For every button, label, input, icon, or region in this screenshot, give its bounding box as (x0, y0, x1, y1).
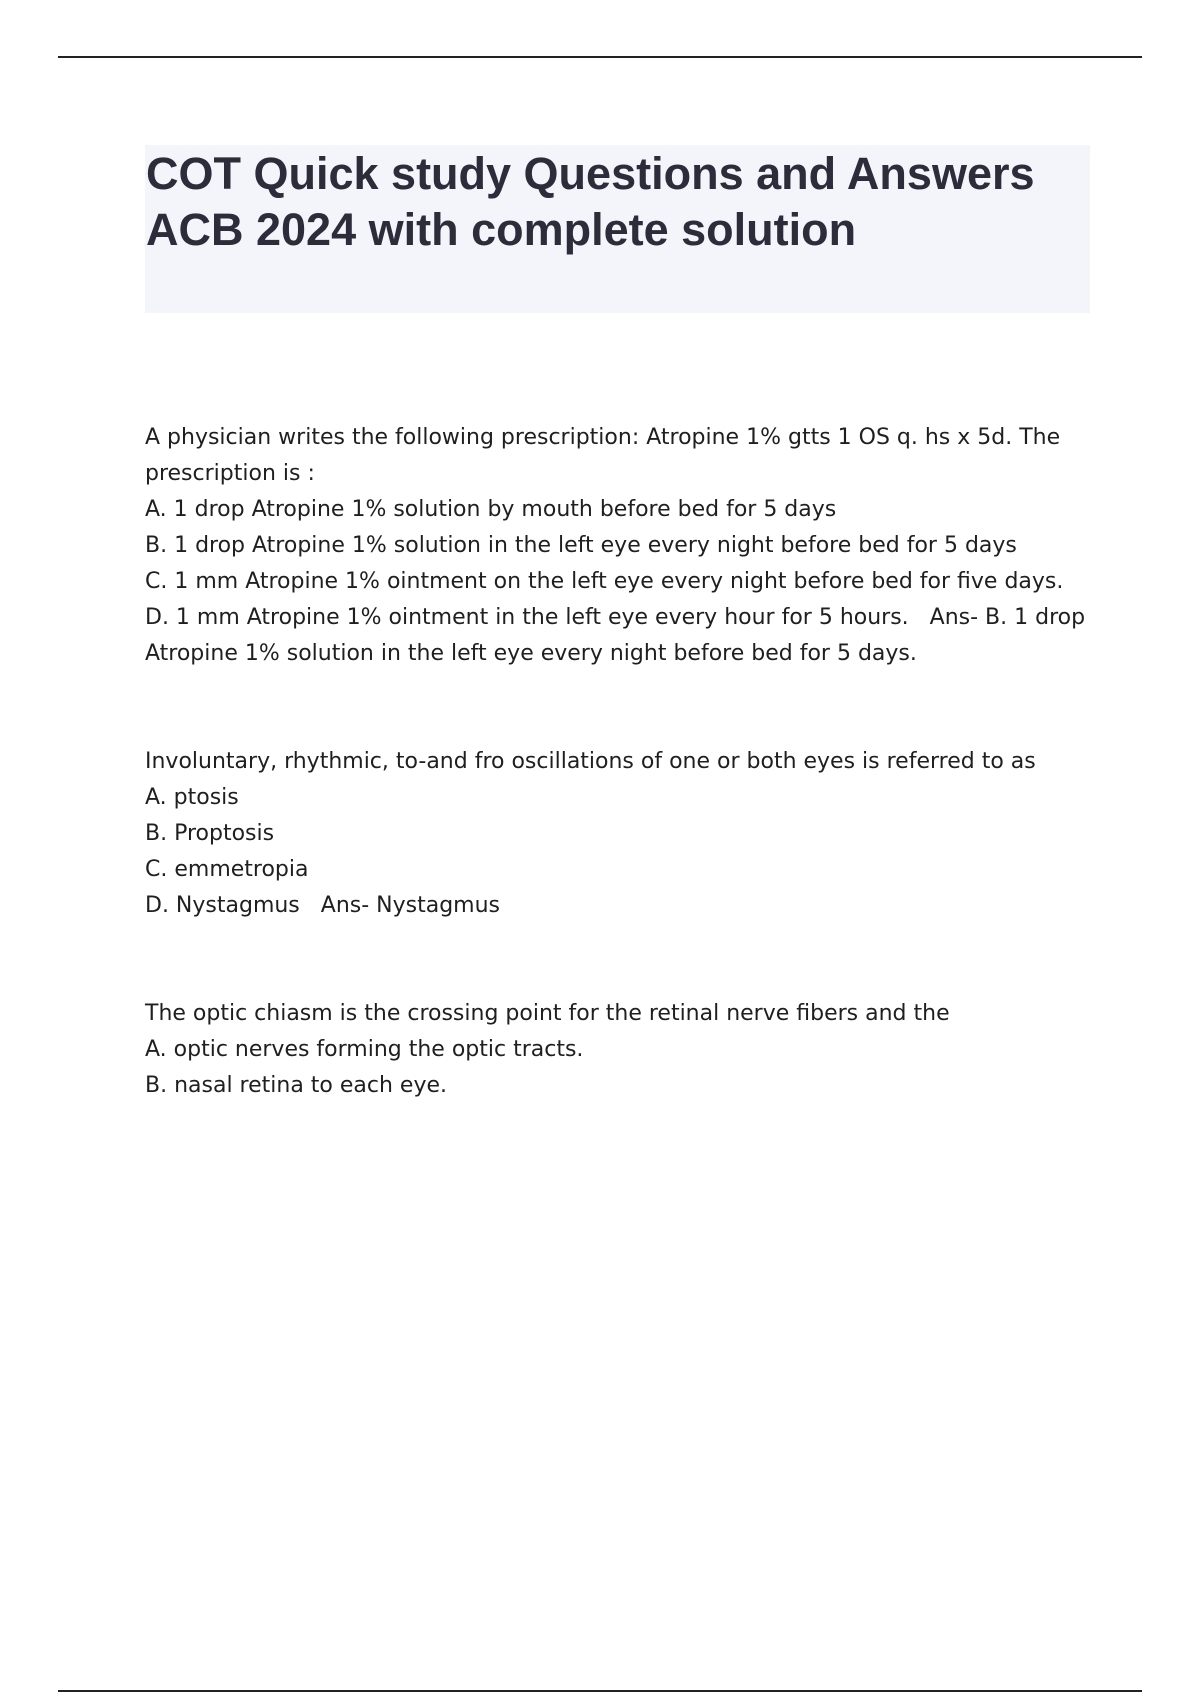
answer-text: Ans- Nystagmus (320, 893, 500, 918)
option-item: A. 1 drop Atropine 1% solution by mouth before bed for 5 days (145, 497, 837, 522)
option-item: C. 1 mm Atropine 1% ointment on the left eye every night before bed for five days. (145, 569, 1064, 594)
option-item: B. 1 drop Atropine 1% solution in the left eye every night before bed for 5 days (145, 533, 1017, 558)
option-item: C. emmetropia (145, 857, 309, 882)
option-item: B. nasal retina to each eye. (145, 1073, 448, 1098)
answer-text: Ans- B. 1 drop Atropine 1% solution in the left eye every night before bed for 5 days. (145, 605, 1086, 666)
option-item-with-answer (145, 600, 1095, 672)
option-item: A. ptosis (145, 785, 239, 810)
footer-rule (58, 1690, 1142, 1692)
option-text: D. Nystagmus (145, 893, 300, 918)
option-item: B. Proptosis (145, 821, 275, 846)
option-text: D. 1 mm Atropine 1% ointment in the left eye every hour for 5 hours. (145, 605, 909, 630)
header-rule (58, 56, 1142, 58)
option-item: A. optic nerves forming the optic tracts. (145, 1037, 584, 1062)
document-title: COT Quick study Questions and Answers ACB 2024 with complete solution (146, 148, 1035, 255)
option-list (145, 492, 1095, 672)
question-prompt: The optic chiasm is the crossing point for the retinal nerve fibers and the (145, 1001, 950, 1026)
option-list (145, 780, 1095, 924)
question-block (145, 744, 1095, 924)
option-list (145, 1032, 1095, 1104)
question-prompt: A physician writes the following prescription: Atropine 1% gtts 1 OS q. hs x 5d. The prescription is : (145, 425, 1061, 486)
question-block (145, 420, 1095, 672)
question-prompt: Involuntary, rhythmic, to-and fro oscillations of one or both eyes is referred to as (145, 749, 1036, 774)
question-block (145, 996, 1095, 1104)
option-item-with-answer (145, 888, 1095, 924)
document-body (145, 420, 1095, 1176)
